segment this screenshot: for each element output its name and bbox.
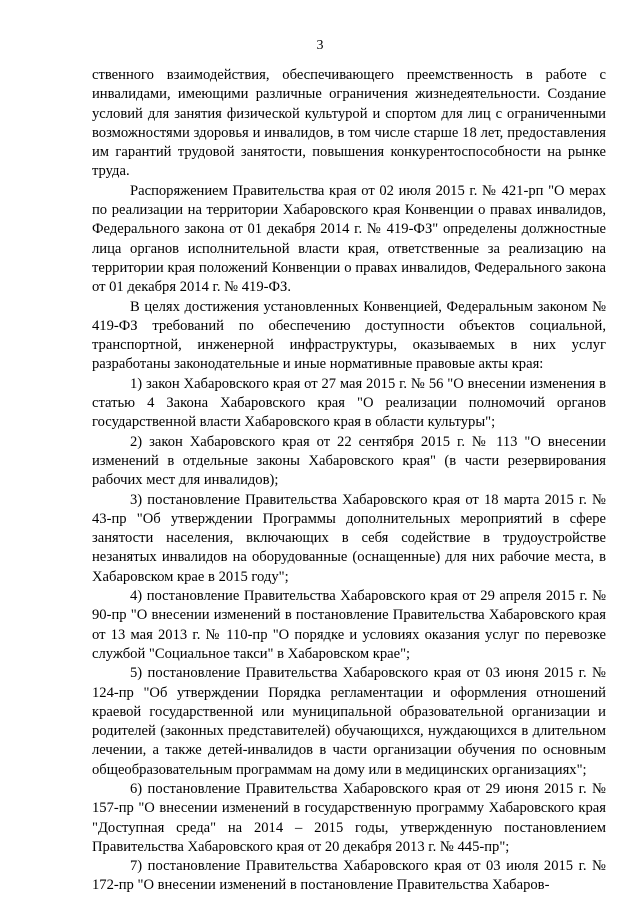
document-body: [92, 66, 606, 896]
list-item-1: 1) закон Хабаровского края от 27 мая 2015 г. № 56 "О внесении изменения в статью 4 Закона Хабаровского края "О реализации полномочий органов государственной власти Хабаровского края в области культуры";: [92, 375, 606, 431]
list-item-7: 7) постановление Правительства Хабаровского края от 03 июля 2015 г. № 172-пр "О внесении изменений в постановление Правительства Хабаров-: [92, 858, 606, 894]
list-item-5: 5) постановление Правительства Хабаровского края от 03 июня 2015 г. № 124-пр "Об утверждении Порядка регламентации и оформления отношений краевой государственной или муниципальной образовательной организации и родителей (законных представителей) обучающихся, нуждающихся в длительном лечении, а также детей-инвалидов в части организации обучения по основным общеобразовательным программам на дому или в медицинских организациях";: [92, 665, 606, 778]
paragraph-decree-421: Распоряжением Правительства края от 02 июля 2015 г. № 421-рп "О мерах по реализации на территории Хабаровского края Конвенции о правах инвалидов, Федерального закона от 01 декабря 2014 г. № 419-ФЗ" определены должностные лица органов исполнительной власти края, ответственные за реализацию на территории края положений Конвенции о правах инвалидов, Федерального закона от 01 декабря 2014 г. № 419-ФЗ.: [92, 182, 606, 296]
list-item-6: 6) постановление Правительства Хабаровского края от 29 июня 2015 г. № 157-пр "О внесении изменений в государственную программу Хабаровского края "Доступная среда" на 2014 – 2015 годы, утвержденную постановлением Правительства Хабаровского края от 20 декабря 2013 г. № 445-пр";: [92, 780, 606, 855]
paragraph-intro-acts: В целях достижения установленных Конвенцией, Федеральным законом № 419-ФЗ требований по обеспечению доступности объектов социальной, транспортной, инженерной инфраструктуры, оказываемых в них услуг разработаны законодательные и иные нормативные правовые акты края:: [92, 298, 606, 373]
paragraph-continuation: ственного взаимодействия, обеспечивающего преемственность в работе с инвалидами, имеющими различные ограничения жизнедеятельности. Создание условий для занятия физической культурой и спортом для лиц с ограниченными возможностями здоровья и инвалидов, в том числе старше 18 лет, предоставления им гарантий трудовой занятости, повышения конкурентоспособности на рынке труда.: [92, 67, 606, 180]
list-item-2: 2) закон Хабаровского края от 22 сентября 2015 г. № 113 "О внесении изменений в отдельные законы Хабаровского края" (в части резервирования рабочих мест для инвалидов);: [92, 433, 606, 489]
list-item-4: 4) постановление Правительства Хабаровского края от 29 апреля 2015 г. № 90-пр "О внесении изменений в постановление Правительства Хабаровского края от 13 мая 2013 г. № 110-пр "О порядке и условиях оказания услуг по перевозке службой "Социальное такси" в Хабаровском крае";: [92, 588, 606, 662]
page-number: 3: [316, 38, 324, 53]
list-item-3: 3) постановление Правительства Хабаровского края от 18 марта 2015 г. № 43-пр "Об утверждении Программы дополнительных мероприятий в сфере занятости населения, включающих в себя содействие в трудоустройстве незанятых инвалидов на оборудованные (оснащенные) для них рабочие места, в Хабаровском крае в 2015 году";: [92, 491, 606, 585]
